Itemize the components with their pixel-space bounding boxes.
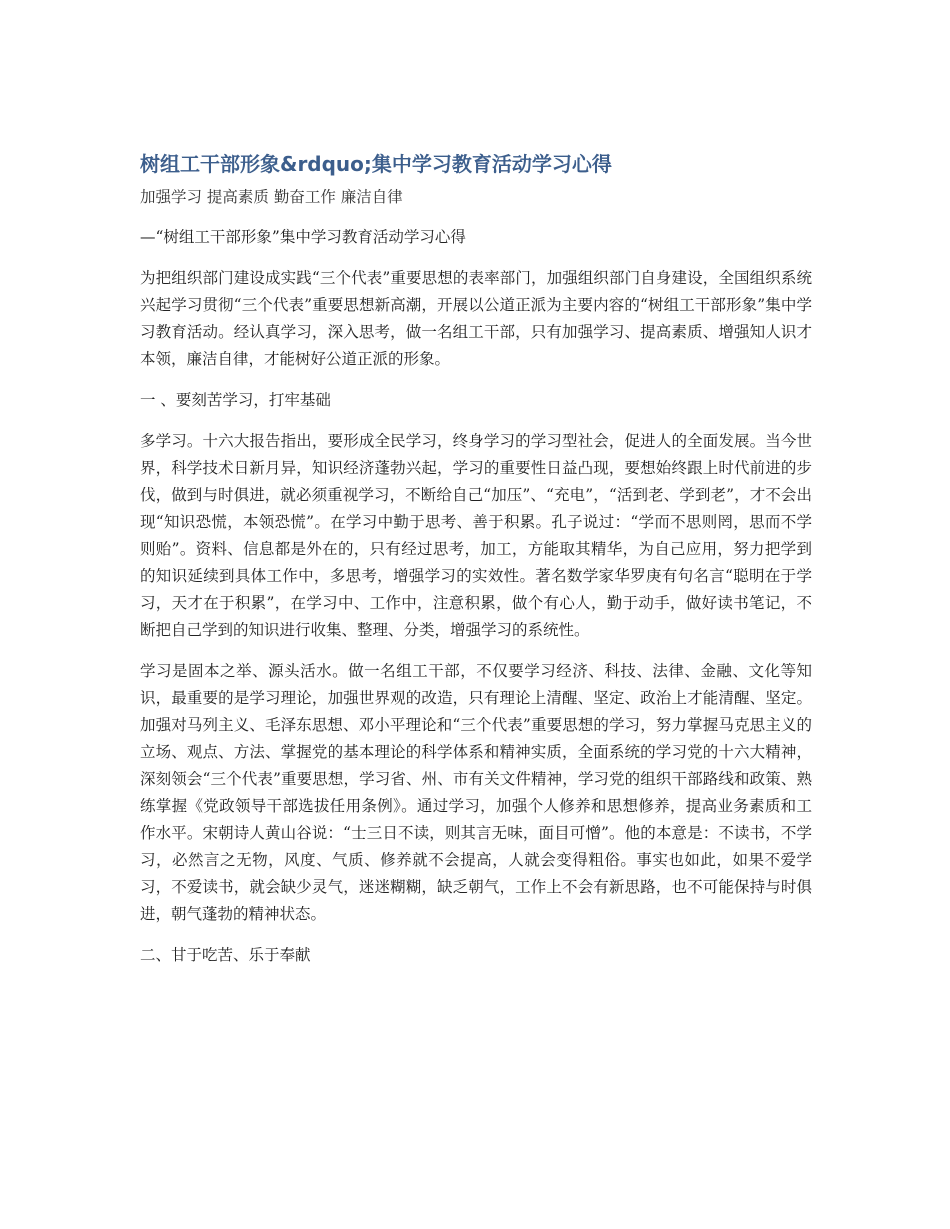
intro-paragraph: 为把组织部门建设成实践“三个代表”重要思想的表率部门，加强组织部门自身建设，全国组织系统兴起学习贯彻“三个代表”重要思想新高潮，开展以公道正派为主要内容的“树组工干部形象”集中学习教育活动。经认真学习，深入思考，做一名组工干部，只有加强学习、提高素质、增强知人识才本领，廉洁自律，才能树好公道正派的形象。 bbox=[140, 269, 812, 368]
document-byline: —“树组工干部形象”集中学习教育活动学习心得 bbox=[140, 228, 466, 246]
section-2-heading: 二、甘于吃苦、乐于奉献 bbox=[140, 946, 311, 964]
document-title: 树组工干部形象&rdquo;集中学习教育活动学习心得 bbox=[140, 152, 612, 176]
section-1-heading: 一 、要刻苦学习，打牢基础 bbox=[140, 391, 331, 409]
section-1-paragraph-2: 学习是固本之举、源头活水。做一名组工干部，不仅要学习经济、科技、法律、金融、文化等知识，最重要的是学习理论，加强世界观的改造，只有理论上清醒、坚定、政治上才能清醒、坚定。加强对马列主义、毛泽东思想、邓小平理论和“三个代表”重要思想的学习，努力掌握马克思主义的立场、观点、方法、掌握党的基本理论的科学体系和精神实质，全面系统的学习党的十六大精神，深刻领会“三个代表”重要思想，学习省、州、市有关文件精神，学习党的组织干部路线和政策、熟练掌握《党政领导干部选拔任用条例》。通过学习，加强个人修养和思想修养，提高业务素质和工作水平。宋朝诗人黄山谷说：“士三日不读，则其言无味，面目可憎”。他的本意是：不读书，不学习，必然言之无物，风度、气质、修养就不会提高，人就会变得粗俗。事实也如此，如果不爱学习，不爱读书，就会缺少灵气，迷迷糊糊，缺乏朝气，工作上不会有新思路，也不可能保持与时俱进，朝气蓬勃的精神状态。 bbox=[140, 662, 812, 923]
document-page bbox=[140, 148, 812, 969]
document-subtitle: 加强学习 提高素质 勤奋工作 廉洁自律 bbox=[140, 188, 403, 206]
section-1-paragraph-1: 多学习。十六大报告指出，要形成全民学习，终身学习的学习型社会，促进人的全面发展。当今世界，科学技术日新月异，知识经济蓬勃兴起，学习的重要性日益凸现，要想始终跟上时代前进的步伐，做到与时俱进，就必须重视学习，不断给自己“加压”、“充电”，“活到老、学到老”，才不会出现“知识恐慌，本领恐慌”。在学习中勤于思考、善于积累。孔子说过：“学而不思则罔，思而不学则贻”。资料、信息都是外在的，只有经过思考，加工，方能取其精华，为自己应用，努力把学到的知识延续到具体工作中，多思考，增强学习的实效性。著名数学家华罗庚有句名言“聪明在于学习，天才在于积累”，在学习中、工作中，注意积累，做个有心人，勤于动手，做好读书笔记，不断把自己学到的知识进行收集、整理、分类，增强学习的系统性。 bbox=[140, 432, 812, 639]
